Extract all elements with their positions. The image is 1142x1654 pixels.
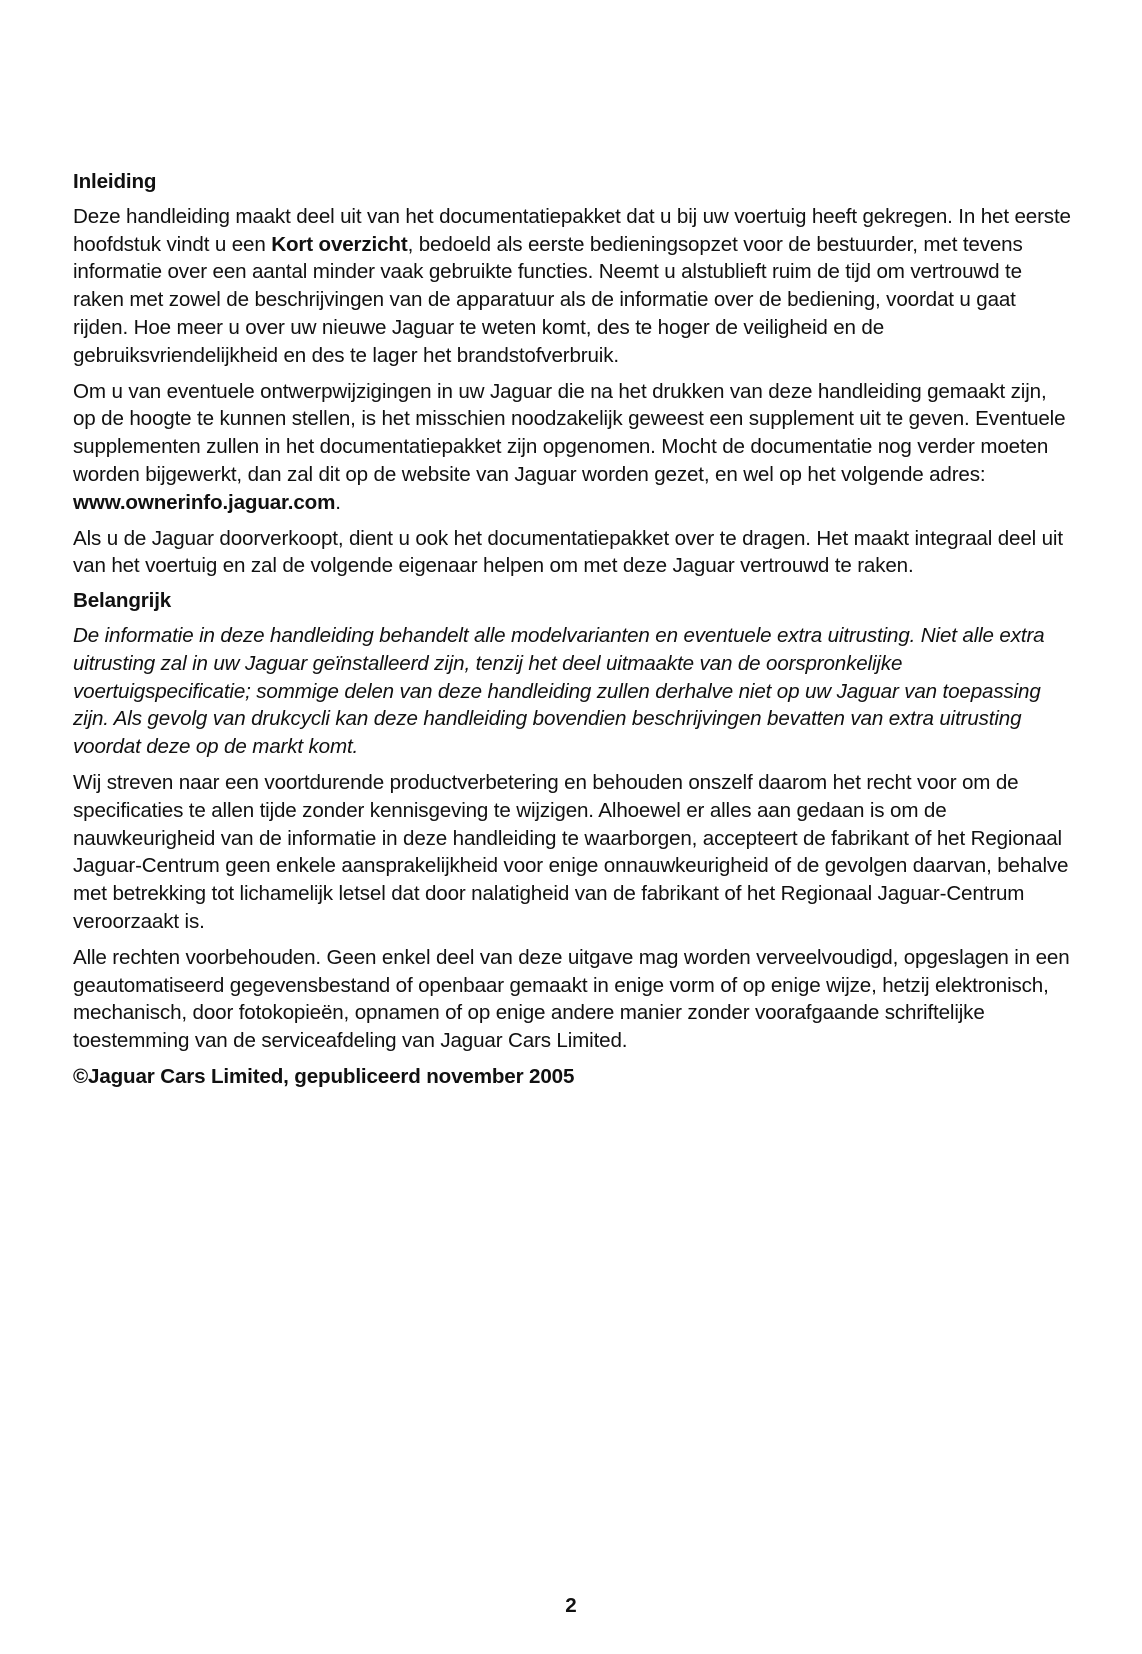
website-url: www.ownerinfo.jaguar.com <box>73 490 336 514</box>
text: . <box>335 490 341 514</box>
copyright-line: ©Jaguar Cars Limited, gepubliceerd november 2005 <box>73 1064 575 1088</box>
text: Om u van eventuele ontwerpwijzigingen in uw Jaguar die na het drukken van deze handleiding gemaakt zijn, op de hoogte te kunnen stellen, is het misschien noodzakelijk geweest een supplement uit te geven. Eventuele supplementen zullen in het documentatiepakket zijn opgenomen. Mocht de documentatie nog verder moeten worden bijgewerkt, dan zal dit op de website van Jaguar worden gezet, en wel op het volgende adres: <box>73 379 1066 486</box>
heading-belangrijk: Belangrijk <box>73 589 172 613</box>
important-paragraph-2: Wij streven naar een voortdurende productverbetering en behouden onszelf daarom het recht voor om de specificaties te allen tijde zonder kennisgeving te wijzigen. Alhoewel er alles aan gedaan is om de nauwkeurigheid van de informatie in deze handleiding te waarborgen, accepteert de fabrikant of het Regionaal Jaguar-Centrum geen enkele aansprakelijkheid voor enige onnauwkeurigheid of de gevolgen daarvan, behalve met betrekking tot lichamelijk letsel dat door nalatigheid van de fabrikant of het Regionaal Jaguar-Centrum veroorzaakt is. <box>73 770 1069 933</box>
intro-paragraph-2 <box>73 378 1073 517</box>
heading-inleiding: Inleiding <box>73 170 157 193</box>
intro-paragraph-1 <box>73 203 1073 370</box>
important-paragraph-3: Alle rechten voorbehouden. Geen enkel deel van deze uitgave mag worden verveelvoudigd, opgeslagen in een geautomatiseerd gegevensbestand of openbaar gemaakt in enige vorm of op enige wijze, hetzij elektronisch, mechanisch, door fotokopieën, opnamen of op enige andere manier zonder voorafgaande schriftelijke toestemming van de serviceafdeling van Jaguar Cars Limited. <box>73 945 1070 1053</box>
important-paragraph-1: De informatie in deze handleiding behandelt alle modelvarianten en eventuele extra uitrusting. Niet alle extra uitrusting zal in uw Jaguar geïnstalleerd zijn, tenzij het deel uitmaakte van de oorspronkelijke voertuigspecificatie; sommige delen van deze handleiding zullen derhalve niet op uw Jaguar van toepassing zijn. Als gevolg van drukcycli kan deze handleiding bovendien beschrijvingen bevatten van extra uitrusting voordat deze op de markt komt. <box>73 623 1045 759</box>
text: , bedoeld als eerste bedieningsopzet voor de bestuurder, met tevens informatie over een aantal minder vaak gebruikte functies. Neemt u alstublieft ruim de tijd om vertrouwd te raken met zowel de beschrijvingen van de apparatuur als de informatie over de bediening, voordat u gaat rijden. Hoe meer u over uw nieuwe Jaguar te weten komt, des te hoger de veiligheid en de gebruiksvriendelijkheid en des te lager het brandstofverbruik. <box>73 232 1023 367</box>
page-number: 2 <box>565 1594 577 1617</box>
text: Deze handleiding maakt deel uit van het documentatiepakket dat u bij uw voertuig heeft gekregen. In het eerste hoofdstuk vindt u een <box>73 204 1071 256</box>
intro-paragraph-3: Als u de Jaguar doorverkoopt, dient u ook het documentatiepakket over te dragen. Het maakt integraal deel uit van het voertuig en zal de volgende eigenaar helpen om met deze Jaguar vertrouwd te raken. <box>73 526 1063 578</box>
document-body <box>73 168 1073 1099</box>
bold-kort-overzicht: Kort overzicht <box>271 232 408 256</box>
